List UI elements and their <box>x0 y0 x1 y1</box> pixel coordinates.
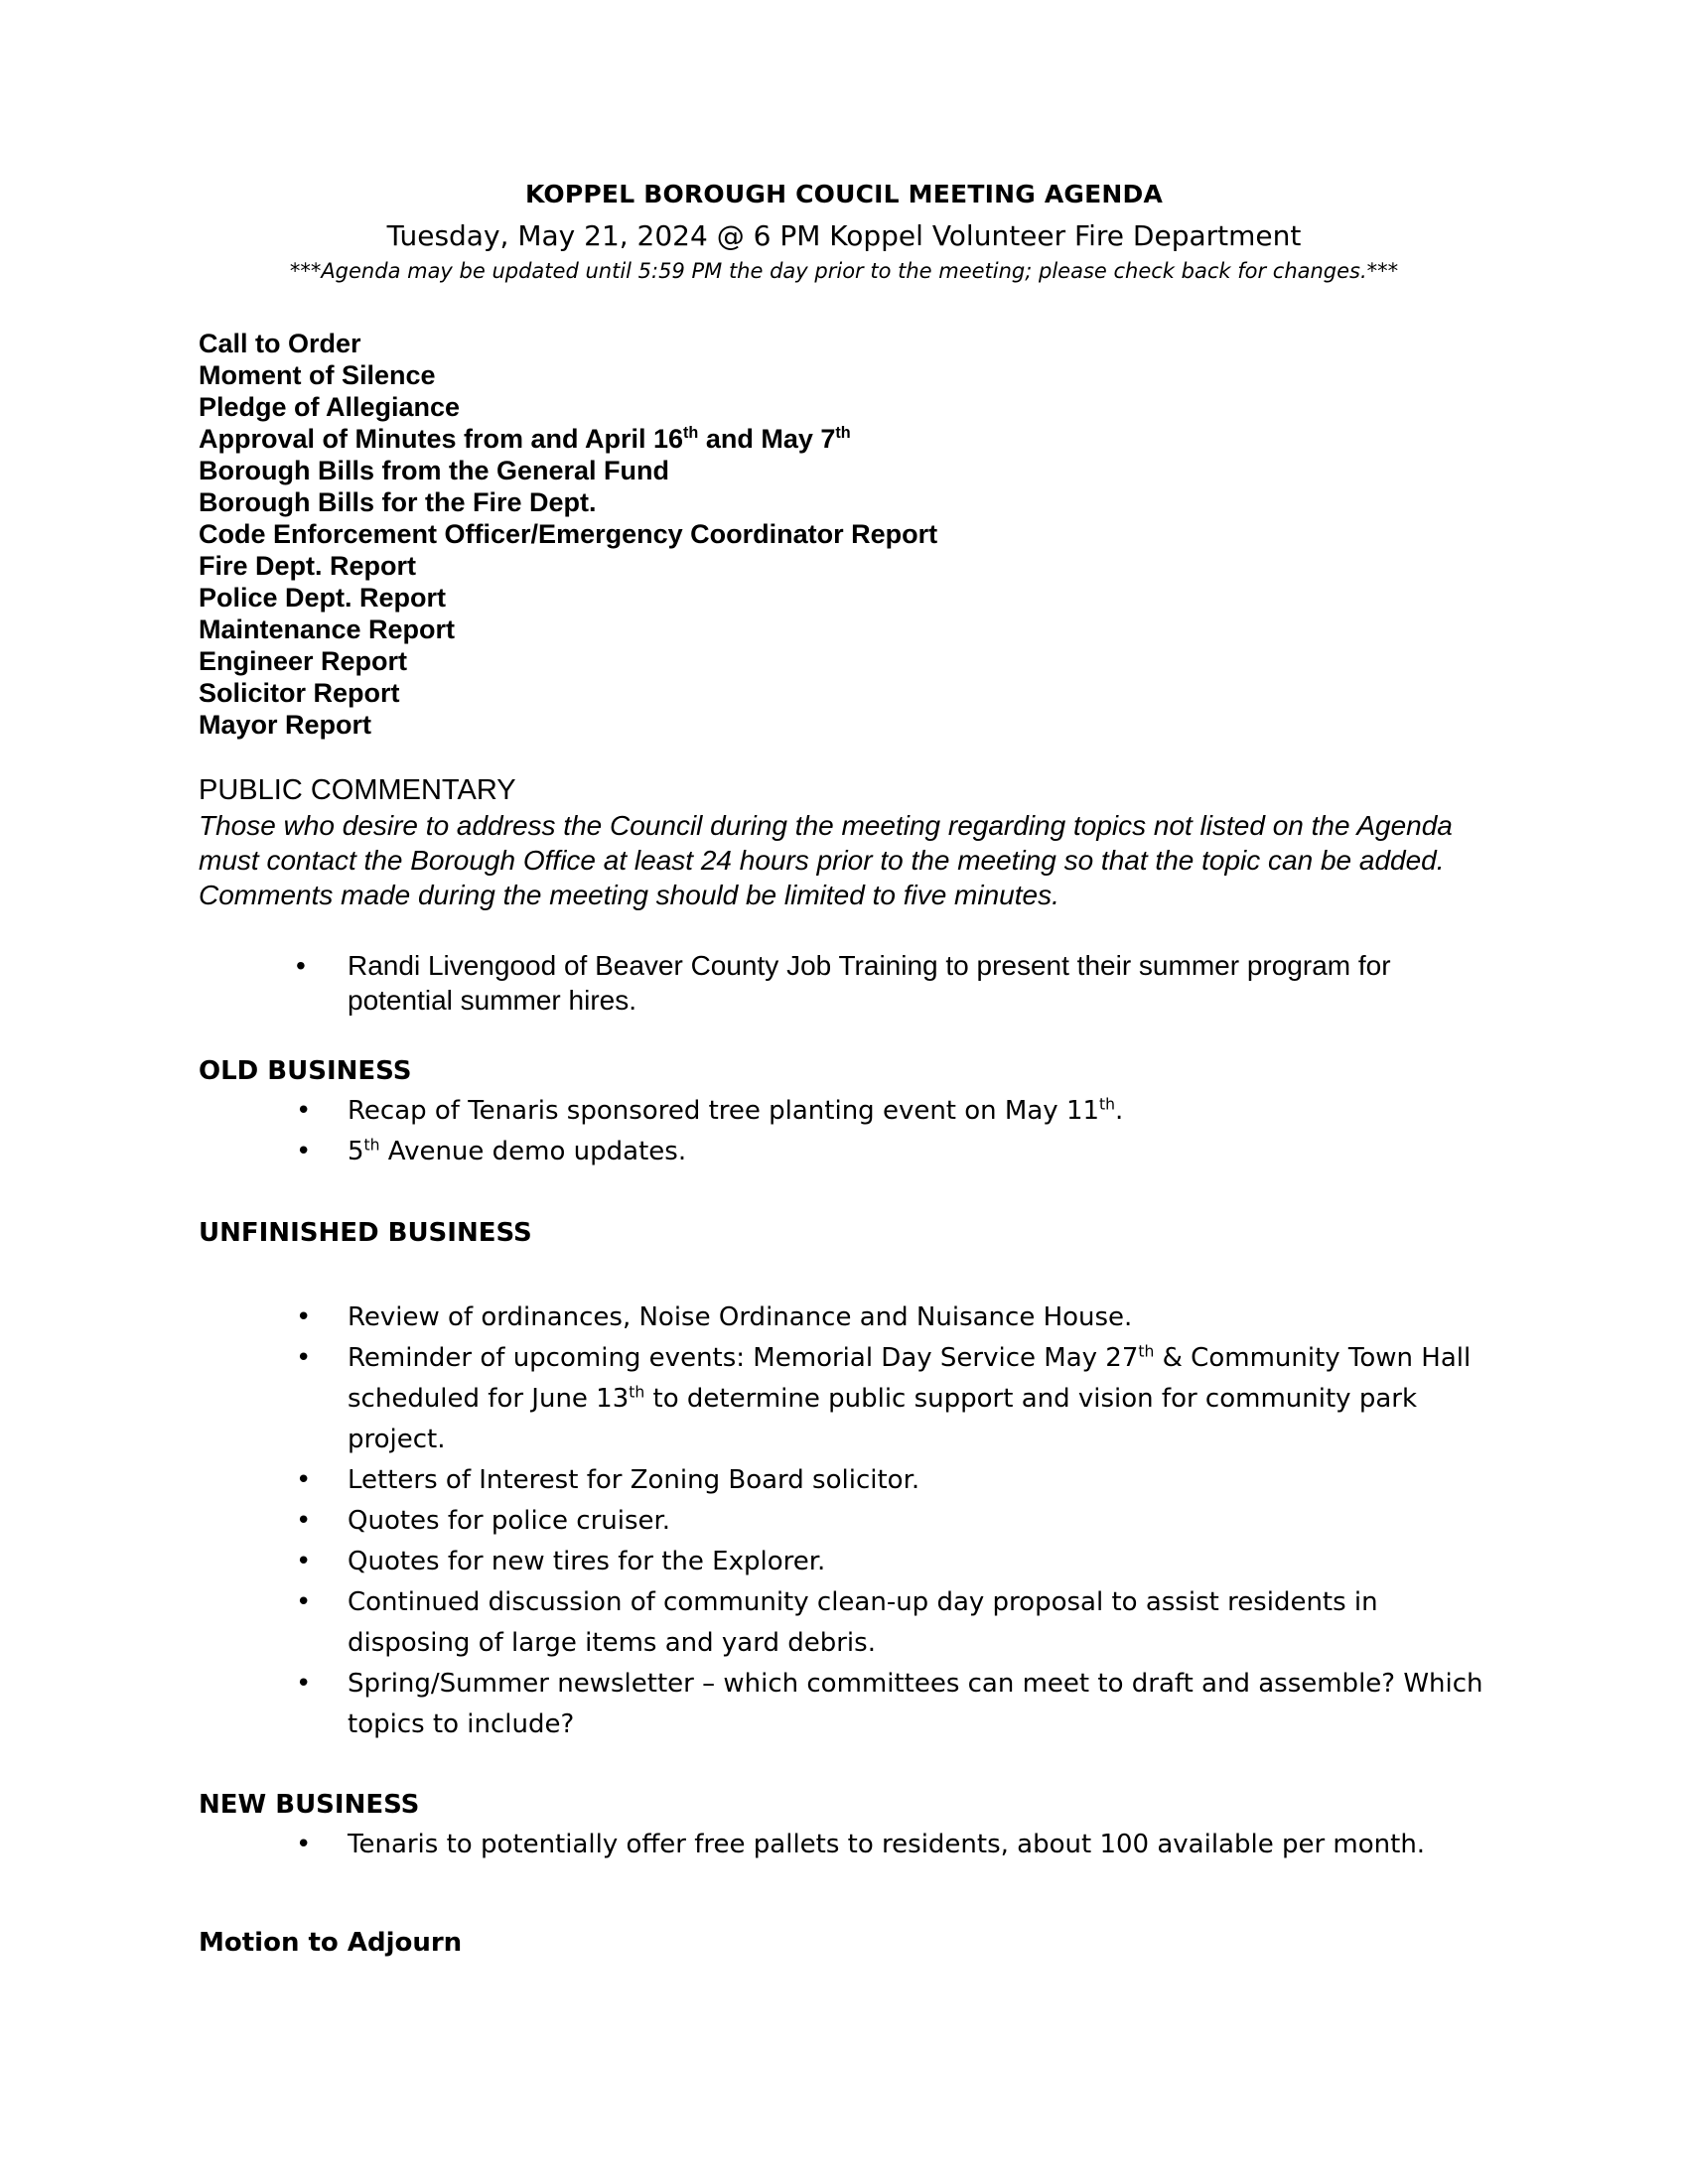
agenda-item: Borough Bills for the Fire Dept. <box>199 487 597 517</box>
new-business-heading: NEW BUSINESS <box>199 1790 420 1820</box>
list-item-text: Tenaris to potentially offer free pallets to residents, about 100 available per month. <box>348 1830 1426 1859</box>
ordinal-suffix: th <box>629 1383 645 1402</box>
agenda-item: Police Dept. Report <box>199 583 447 613</box>
list-item-text: Reminder of upcoming events: Memorial Day Service May 27 <box>348 1343 1139 1373</box>
unfinished-business-list <box>0 1297 1489 1745</box>
ordinal-suffix: th <box>363 1136 380 1155</box>
agenda-item: Mayor Report <box>199 710 372 740</box>
list-item-text: Spring/Summer newsletter – which committees can meet to draft and assemble? Which topics to include? <box>348 1669 1483 1739</box>
old-business-heading: OLD BUSINESS <box>199 1056 412 1086</box>
meeting-date-location: Tuesday, May 21, 2024 @ 6 PM Koppel Volunteer Fire Department <box>386 219 1302 252</box>
bullet-icon: • <box>296 1506 312 1536</box>
public-commentary-list <box>0 948 1489 1018</box>
list-item <box>0 948 1489 1018</box>
list-item <box>0 1132 1489 1172</box>
list-item-text: Continued discussion of community clean-up day proposal to assist residents in disposing of large items and yard debris. <box>348 1587 1378 1658</box>
list-item-text: . <box>1115 1096 1124 1126</box>
bullet-icon: • <box>296 950 306 981</box>
agenda-item: Borough Bills from the General Fund <box>199 456 670 485</box>
list-item-text: 5 <box>348 1137 364 1166</box>
list-item <box>0 1091 1489 1132</box>
unfinished-business-heading: UNFINISHED BUSINESS <box>199 1218 532 1248</box>
public-commentary-heading: PUBLIC COMMENTARY <box>199 774 516 806</box>
list-item <box>0 1582 1489 1664</box>
list-item-text: Quotes for new tires for the Explorer. <box>348 1547 826 1576</box>
list-item <box>0 1297 1489 1338</box>
list-item-text: Review of ordinances, Noise Ordinance and Nuisance House. <box>348 1302 1133 1332</box>
agenda-item: Engineer Report <box>199 646 408 676</box>
ordinal-suffix: th <box>835 424 851 442</box>
list-item-text: Recap of Tenaris sponsored tree planting event on May 11 <box>348 1096 1100 1126</box>
minutes-text: and May 7 <box>698 424 836 454</box>
bullet-icon: • <box>296 1547 312 1576</box>
bullet-icon: • <box>296 1096 312 1126</box>
agenda-item: Solicitor Report <box>199 678 400 708</box>
agenda-item: Moment of Silence <box>199 360 436 390</box>
bullet-icon: • <box>296 1137 312 1166</box>
ordinal-suffix: th <box>1099 1095 1116 1114</box>
new-business-list <box>0 1825 1489 1865</box>
old-business-list <box>0 1091 1489 1172</box>
list-item <box>0 1664 1489 1745</box>
bullet-icon: • <box>296 1830 312 1859</box>
public-commentary-instructions: Those who desire to address the Council during the meeting regarding topics not listed on the Agenda must contact the Borough Office at least 24 hours prior to the meeting so that the topic can be added. Comments made during the meeting should be limited to five minutes. <box>199 810 1453 910</box>
agenda-item: Code Enforcement Officer/Emergency Coordinator Report <box>199 519 938 549</box>
update-notice: ***Agenda may be updated until 5:59 PM the day prior to the meeting; please check back for changes.*** <box>289 259 1399 283</box>
agenda-item: Maintenance Report <box>199 614 456 644</box>
list-item-text: Randi Livengood of Beaver County Job Training to present their summer program for potential summer hires. <box>348 950 1391 1016</box>
list-item <box>0 1542 1489 1582</box>
agenda-title: KOPPEL BOROUGH COUCIL MEETING AGENDA <box>524 180 1163 208</box>
bullet-icon: • <box>296 1302 312 1332</box>
agenda-item: Pledge of Allegiance <box>199 392 461 422</box>
agenda-item: Call to Order <box>199 329 361 358</box>
list-item <box>0 1338 1489 1460</box>
bullet-icon: • <box>296 1669 312 1699</box>
list-item-text: Quotes for police cruiser. <box>348 1506 671 1536</box>
ordinal-suffix: th <box>683 424 699 442</box>
list-item <box>0 1501 1489 1542</box>
list-item-text: & Community Town Hall scheduled for June 13 <box>348 1343 1472 1414</box>
minutes-text: Approval of Minutes from and April 16 <box>199 424 684 454</box>
bullet-icon: • <box>296 1587 312 1617</box>
list-item <box>0 1460 1489 1501</box>
list-item-text: Letters of Interest for Zoning Board solicitor. <box>348 1465 920 1495</box>
agenda-item-list <box>199 328 937 741</box>
bullet-icon: • <box>296 1343 312 1373</box>
motion-to-adjourn: Motion to Adjourn <box>199 1928 463 1958</box>
list-item-text: to determine public support and vision for community park project. <box>348 1384 1417 1454</box>
agenda-item: Fire Dept. Report <box>199 551 417 581</box>
ordinal-suffix: th <box>1138 1342 1155 1361</box>
list-item <box>0 1825 1489 1865</box>
list-item-text: Avenue demo updates. <box>379 1137 687 1166</box>
agenda-item-minutes <box>199 423 937 455</box>
bullet-icon: • <box>296 1465 312 1495</box>
